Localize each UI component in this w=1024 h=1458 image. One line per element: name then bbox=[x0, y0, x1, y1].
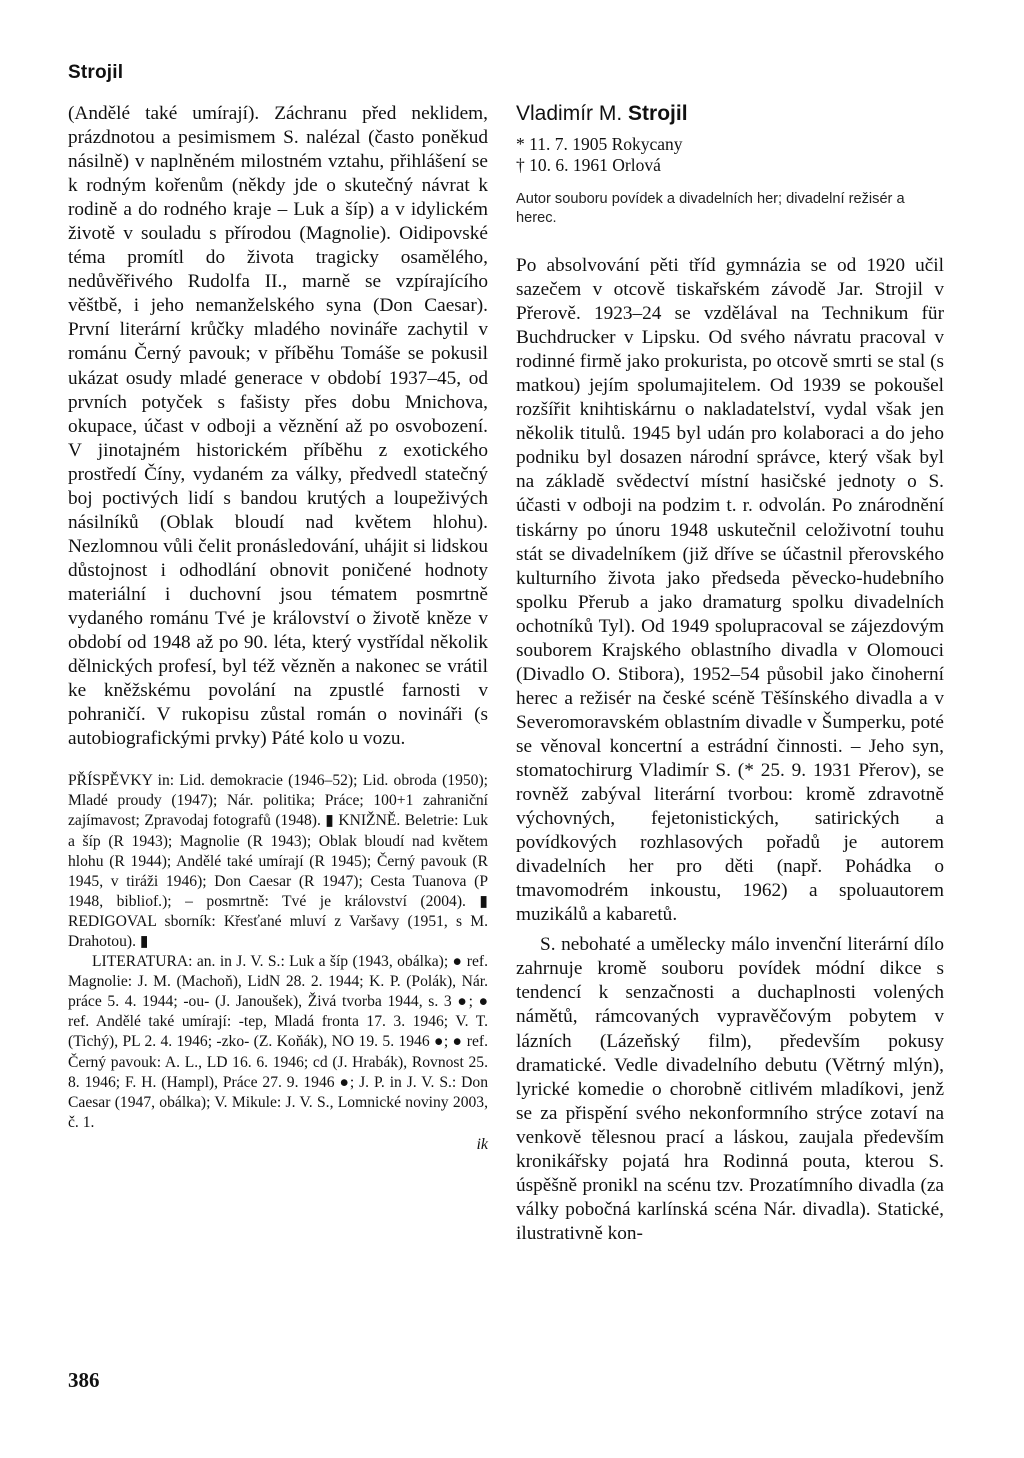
entry-surname: Strojil bbox=[628, 102, 688, 125]
right-body-paragraph-2: S. nebohaté a umělecky málo invenční literární dílo zahrnuje kromě souboru povídek módní dikce s tendencí k senzačnosti a duchaplnosti volených námětů, rámcovaných vypravěčovým pobytem v lázních (Lázeňský film), především pokusy dramatické. Vedle divadelního debutu (Větrný mlýn), lyrické komedie o chorobně citlivém mladíkovi, jenž se za přispění svého nekonformního strýce zotaví na venkově tělesnou prací a láskou, zaujala především kronikářsky pojatá hra Rodinná pouta, kterou S. úspěšně pronikl na scénu tzv. Prozatímního divadla (za války pobočná karlínská scéna Nár. divadla). Statické, ilustrativně kon- bbox=[516, 934, 944, 1244]
right-body bbox=[516, 254, 944, 1246]
running-head: Strojil bbox=[68, 62, 124, 83]
left-column bbox=[68, 102, 488, 1155]
literature-list: LITERATURA: an. in J. V. S.: Luk a šíp (1943, obálka); ● ref. Magnolie: J. M. (Machoň), LidN 28. 2. 1944; K. P. (Polák), Nár. práce 5. 4. 1944; -ou- (J. Janoušek), Živá tvorba 1944, s. 3 ●; ● ref. Andělé také umírají: -tep, Mladá fronta 17. 3. 1946; V. T. (Tichý), PL 2. 4. 1946; -zko- (Z. Koňák), NO 19. 5. 1946 ●; ● ref. Černý pavouk: A. L., LD 16. 6. 1946; cd (J. Hrabák), Rovnost 25. 8. 1946; F. H. (Hampl), Práce 27. 9. 1946 ●; J. P. in J. V. S.: Don Caesar (1947, obálka); V. Mikule: J. V. S., Lomnické noviny 2003, č. 1. bbox=[68, 953, 488, 1131]
page-number: 386 bbox=[68, 1368, 100, 1392]
works-list: PŘÍSPĚVKY in: Lid. demokracie (1946–52); Lid. obroda (1950); Mladé proudy (1947); Nár. politika; Práce; 100+1 zahraniční zajímavost; Zpravodaj fotografů (1948). ▮ KNIŽNĚ. Beletrie: Luk a šíp (R 1943); Magnolie (R 1943); Oblak bloudí nad květem hlohu (R 1944); Andělé také umírají (R 1945); Černý pavouk (R 1945, v tiráži 1946); Don Caesar (R 1947); Cesta Tuanova (P 1948, bibliof.); – posmrtně: Tvé je království (2004). ▮ REDIGOVAL sborník: Křesťané mluví z Varšavy (1951, s M. Drahotou). ▮ bbox=[68, 772, 488, 951]
right-body-paragraph-1: Po absolvování pěti tříd gymnázia se od 1920 učil sazečem v otcově tiskařském závodě Jar. Strojil v Přerově. 1923–24 se vzdělával na Technikum für Buchdrucker v Lipsku. Od svého návratu pracoval v rodinné firmě jako prokurista, po otcově smrti se stal (s matkou) jejím spolumajitelem. Od 1939 se pokoušel rozšířit knihtiskárnu o nakladatelství, vydal však jen několik titulů. 1945 byl udán pro kolaboraci a do jeho podniku byl dosazen národní správce, který však byl na základě svědectví místní hasičské jednoty o S. účasti v odboji na podzim t. r. odvolán. Po znárodnění tiskárny po únoru 1948 uskutečnil celoživotní touhu stát se divadelníkem (již dříve se účastnil přerovského kulturního života jako předseda pěvecko-hudebního spolku Přerub a jako dramaturg spolku divadelních ochotníků Tyl). Od 1949 spolupracoval se zájezdovým souborem Krajského oblastního divadla v Olomouci (Divadlo O. Stibora), 1952–54 působil jako činoherní herec a režisér na české scéně Těšínského divadla a v Severomoravském oblastním divadle v Šumperku, poté se věnoval koncertní a estrádní činnosti. – Jeho syn, stomatochirurg Vladimír S. (* 25. 9. 1931 Přerov), se rovněž zabýval literární tvorbou: kromě zdravotně výchovných, fejetonistických, satirických a povídkových rozhlasových pořadů je autorem divadelních her pro děti (např. Pohádka o tmavomodrém inkoustu, 1962) a spoluautorem muzikálů a kabaretů. bbox=[516, 255, 944, 926]
author-signature: ik bbox=[476, 1135, 488, 1153]
right-column bbox=[516, 102, 944, 1246]
bibliography bbox=[68, 771, 488, 1155]
birth-date: * 11. 7. 1905 Rokycany bbox=[516, 134, 683, 154]
entry-first-name: Vladimír M. bbox=[516, 102, 623, 125]
left-body-paragraph: (Andělé také umírají). Záchranu před neklidem, prázdnotou a pesimismem S. nalézal (často poněkud násilně) v naplněném milostném vztahu, přihlášení se k rodným kořenům (někdy jde o skutečný návrat k rodině a do rodného kraje – Luk a šíp) a v idylickém životě v souladu s přírodou (Magnolie). Oidipovské téma promítl do života tragicky osamělého, nedůvěřivého Rudolfa II., marně se vzpírajícího věštbě, i jeho nemanželského syna (Don Caesar). První literární krůčky mladého novináře zachytil v románu Černý pavouk; v příběhu Tomáše se pokusil ukázat osudy mladé generace v období 1937–45, od prvních potyček s fašisty přes dobu Mnichova, okupace, účast v odboji a věznění až po osvobození. V jinotajném historickém příběhu z exotického prostředí Číny, vydaném za války, předvedl statečný boj poctivých lidí s bandou krutých a loupeživých násilníků (Oblak bloudí nad květem hlohu). Nezlomnou vůli čelit pronásledování, uhájit si lidskou důstojnost i odhodlání obnovit poničené hodnoty materiální i duchovní jsou tématem posmrtně vydaného románu Tvé je království o životě kněze v období od 1948 až po 90. léta, který vystřídal několik dělnických profesí, byl též vězněn a nakonec se vrátil ke kněžskému povolání na zpustlé farnosti v pohraničí. V rukopisu zůstal román o novináři (s autobiografickými prvky) Páté kolo u vozu. bbox=[68, 103, 488, 750]
death-date: † 10. 6. 1961 Orlová bbox=[516, 155, 661, 175]
entry-heading bbox=[516, 102, 944, 126]
left-body bbox=[68, 102, 488, 751]
entry-description: Autor souboru povídek a divadelních her; divadelní režisér a herec. bbox=[516, 191, 905, 226]
